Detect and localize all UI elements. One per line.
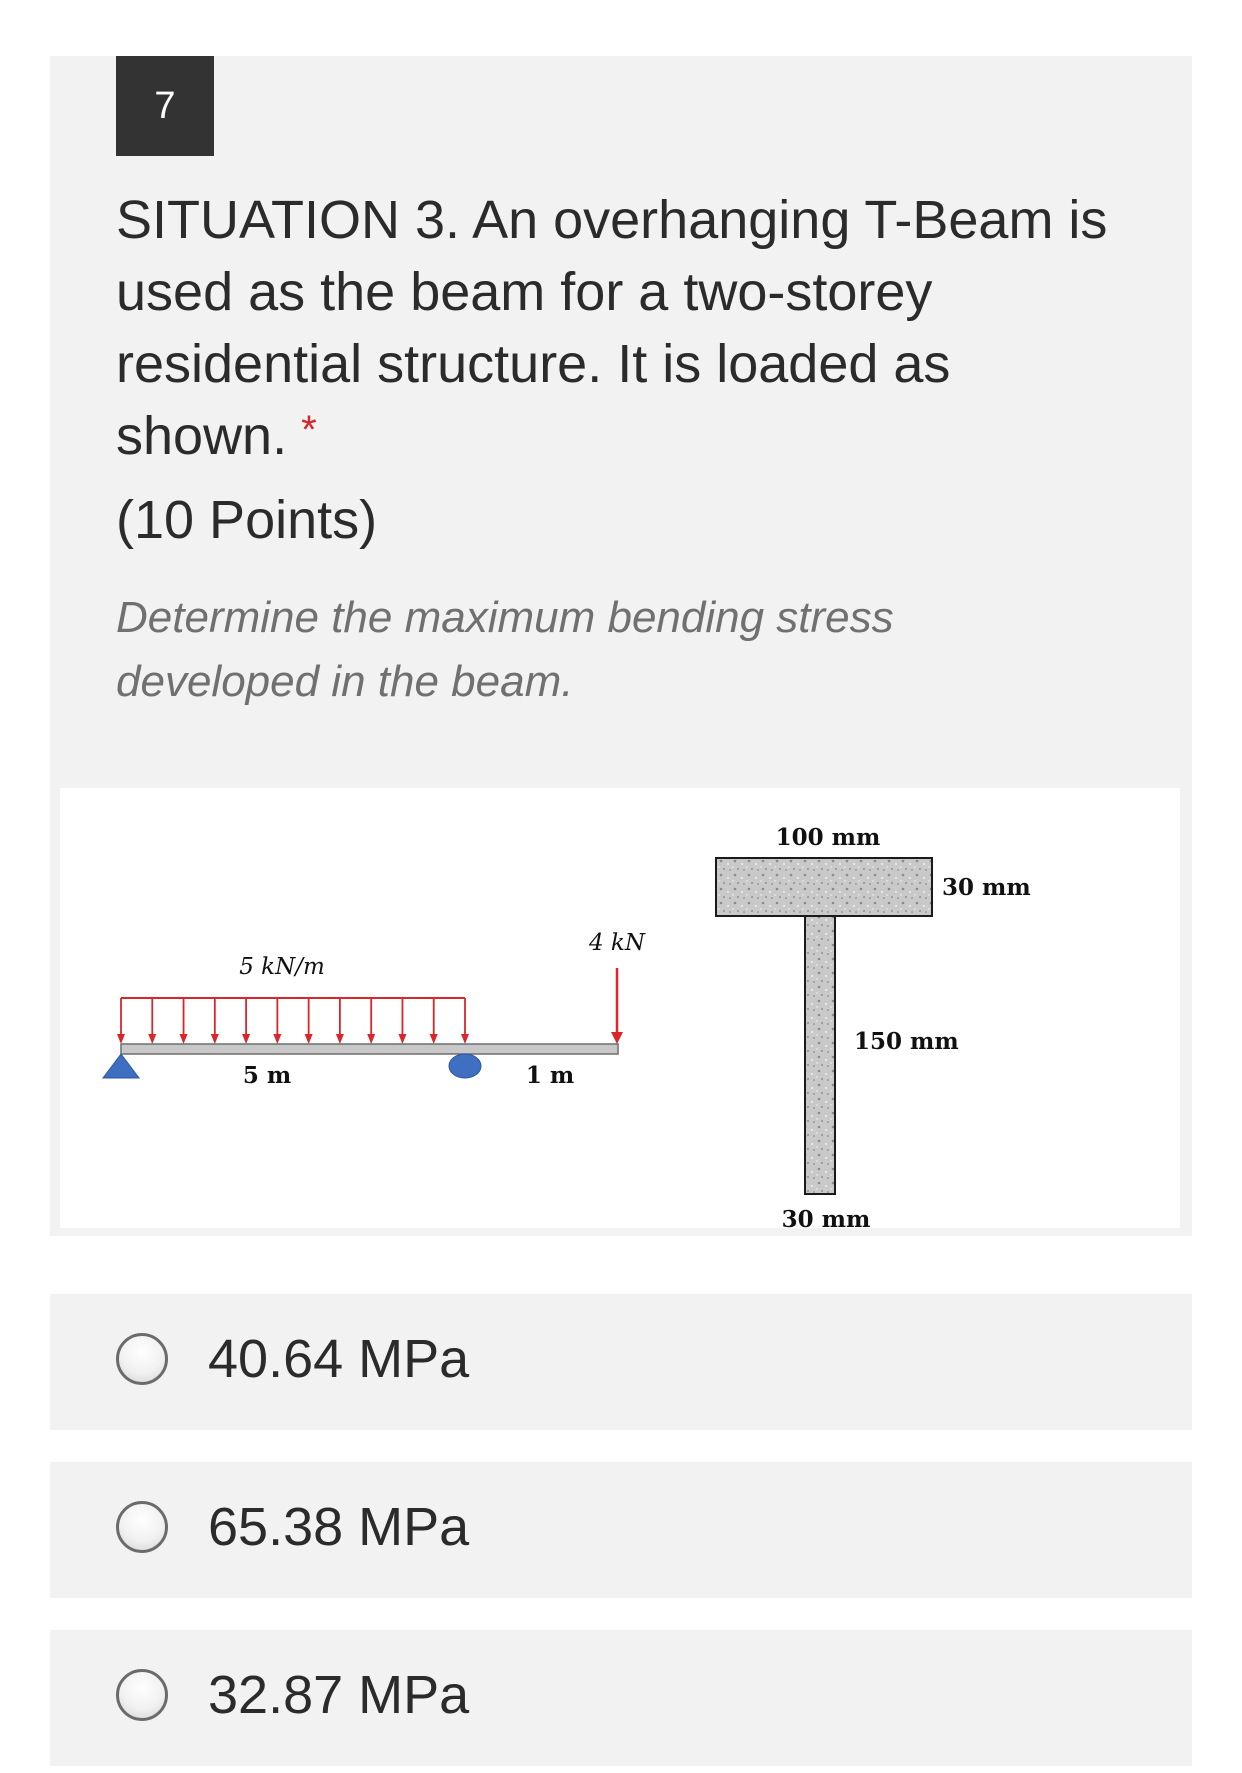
load-arrow-head — [336, 1034, 344, 1044]
option-label: 65.38 MPa — [208, 1497, 470, 1557]
answer-option-1[interactable] — [50, 1294, 1192, 1430]
question-points: (10 Points) — [116, 490, 378, 550]
overhang-label: 1 m — [525, 1062, 575, 1089]
load-arrow-head — [211, 1034, 219, 1044]
flange-width-label: 100 mm — [775, 824, 881, 851]
load-arrow-head — [305, 1034, 313, 1044]
beam-figure-svg — [60, 788, 1180, 1228]
radio-button[interactable] — [116, 1333, 168, 1385]
load-arrow-head — [180, 1034, 188, 1044]
answer-option-3[interactable] — [50, 1630, 1192, 1766]
load-arrow-head — [461, 1034, 469, 1044]
question-title-text: SITUATION 3. An overhanging T-Beam is used as the beam for a two-storey residential structure. It is loaded as shown. — [116, 190, 1108, 466]
point-load-label: 4 kN — [588, 930, 646, 956]
load-arrow-head — [430, 1034, 438, 1044]
load-arrow-head — [242, 1034, 250, 1044]
question-subtitle: Determine the maximum bending stress developed in the beam. — [116, 593, 894, 706]
beam — [121, 1044, 618, 1054]
flange-thickness-label: 30 mm — [942, 874, 1031, 901]
answer-option-2[interactable] — [50, 1462, 1192, 1598]
load-arrow-head — [148, 1034, 156, 1044]
t-section — [716, 858, 932, 1194]
t-section-web — [805, 916, 835, 1194]
required-marker: * — [301, 408, 317, 452]
load-arrow-head — [367, 1034, 375, 1044]
span-label: 5 m — [242, 1062, 292, 1089]
pin-support — [103, 1054, 139, 1078]
radio-button[interactable] — [116, 1669, 168, 1721]
question-number: 7 — [116, 56, 214, 156]
load-arrow-head — [398, 1034, 406, 1044]
distributed-load-arrows — [117, 998, 469, 1044]
distributed-load-label: 5 kN/m — [239, 954, 325, 980]
radio-button[interactable] — [116, 1501, 168, 1553]
distributed-load — [117, 998, 469, 1044]
t-section-flange — [716, 858, 932, 916]
point-load — [611, 968, 623, 1044]
question-title — [116, 184, 1116, 472]
roller-support — [449, 1054, 481, 1078]
load-arrow-head — [273, 1034, 281, 1044]
web-height-label: 150 mm — [854, 1028, 959, 1055]
option-label: 32.87 MPa — [208, 1665, 470, 1725]
web-width-label: 30 mm — [781, 1206, 871, 1228]
question-card — [50, 56, 1192, 1236]
load-arrow-head — [117, 1034, 125, 1044]
beam-figure — [60, 788, 1180, 1228]
option-label: 40.64 MPa — [208, 1329, 470, 1389]
